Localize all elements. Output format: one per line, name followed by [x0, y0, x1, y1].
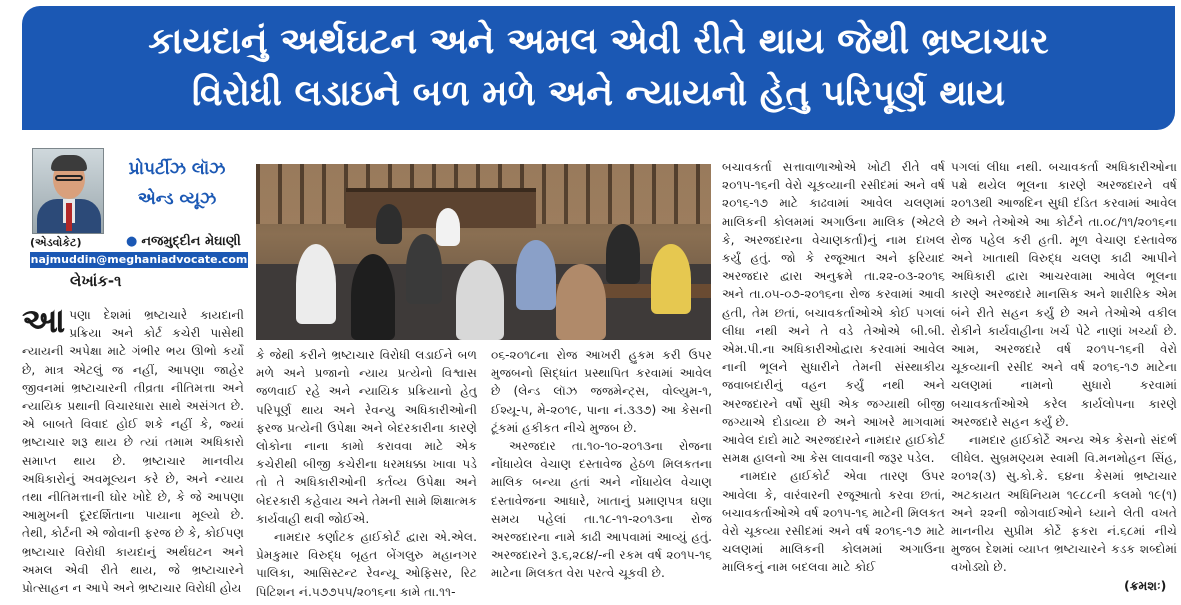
headline-line-1: કાયદાનું અર્થઘટન અને અમલ એવી રીતે થાય જેથી ભ્રષ્ટાચાર [148, 21, 1049, 62]
drop-cap: આ [22, 306, 66, 341]
paragraph: ૦૬-૨૦૧૮ના રોજ આખરી હુકમ કરી ઉપર મુજબનો સિદ્ધાંત પ્રસ્થાપિત કરવામાં આવેલ છે (લેન્ડ લૉઝ જજમેન્ટ્સ, વોલ્યુમ-૧, ઈશ્યૂ-૫, મે-૨૦૧૯, પાના નં.૩૩૭) આ કેસની ટૂંકમાં હકીકત નીચે મુજબ છે. [491, 348, 712, 435]
column-title-line-1: પ્રોપર્ટીઝ લૉઝ [128, 159, 226, 179]
author-email: najmuddin@meghaniadvocate.com [30, 253, 248, 266]
headline-banner [22, 6, 1175, 130]
headline-line-2: વિરોધી લડાઇને બળ મળે અને ન્યાયનો હેતુ પરિપૂર્ણ થાય [191, 73, 1006, 114]
article-column-2 [256, 346, 477, 598]
continued-label: (ક્રમશઃ) [1124, 578, 1167, 593]
article-column-4 [722, 158, 945, 598]
paragraph: પગલાં લીધા નથી. બચાવકર્તા અધિકારીઓના પક્ષે થયેલ ભૂલના કારણે અરજદારને વર્ષ ૨૦૧૩થી આજદિન સુધી દંડિત કરવામાં આવેલ છે અને તેઓએ આ કોર્ટને તા.૦૮/૧૧/૨૦૧૬ના રોજ પહેલ કરી હતી. મૂળ વેચાણ દસ્તાવેજ અને ખાતાથી વિરુદ્ધ ચલણ કાઢી આપીને અધિકારી દ્વારા આચરવામા આવેલ ભૂલના કારણે અરજદારે માનસિક અને શારીરિક એમ બંને રીતે સહન કર્યું છે અને તેઓએ વકીલ રોકીને કાર્યવાહીના ખર્ચ પેટે નાણાં ખર્ચ્યા છે. આમ, અરજદારે વર્ષ ૨૦૧૫-૧૬ની વેરો ચૂકવ્યાની રસીદ અને વર્ષ ૨૦૧૬-૧૭ માટેના ચલણમાં નામનો સુધારો કરવામાં બચાવકર્તાઓએ કરેલ કાર્યલોપના કારણે અરજદારે સહન કર્યું છે. [951, 160, 1177, 429]
bullet-icon: ● [126, 234, 138, 249]
series-label: લેખાંક-૧ [70, 272, 122, 290]
paragraph: નામદાર કર્ણાટક હાઈકોર્ટ દ્વારા એ.એલ. પ્રેમકુમાર વિરુદ્ધ બૃહત બેંગલુરુ મહાનગર પાલિકા, આસિસ્ટન્ટ રેવન્યૂ ઓફિસર, રિટ પિટિશન નં.૫૭૭૫૫/૨૦૧૬ના કામે તા.૧૧- [256, 530, 477, 598]
column-title [112, 154, 242, 214]
author-name-wrap [126, 234, 241, 249]
author-byline [30, 148, 248, 266]
article-column-5 [951, 158, 1177, 600]
paragraph: કે જેથી કરીને ભ્રષ્ટાચાર વિરોધી લડાઈને બળ મળે અને પ્રજાનો ન્યાય પ્રત્યેનો વિશ્વાસ જળવાઈ રહે અને ન્યાયિક પ્રક્રિયાનો હેતુ પરિપૂર્ણ થાય અને રેવન્યુ અધિકારીઓની ફરજ પ્રત્યેની ઉપેક્ષા અને બેદરકારીના કારણે લોકોના નાના કામો કરાવવા માટે એક કચેરીથી બીજી કચેરીના ધરમધક્કા ખાવા પડે તો તે અધિકારીઓની કર્તવ્ય ઉપેક્ષા અને બેદરકારી કહેવાય અને તેમની સામે શિક્ષાત્મક કાર્યવાહી થવી જોઈએ. [256, 348, 477, 526]
column-title-line-2: એન્ડ વ્યૂઝ [137, 189, 217, 209]
paragraph: નામદાર હાઈકોર્ટ એવા તારણ ઉપર આવેલા કે, વારંવારની રજૂઆતો કરવા છતાં, બચાવકર્તાઓએ વર્ષ ૨૦૧૫-૧૬ માટેની મિલકત વેરો ચૂકવ્યા રસીદમાં અને વર્ષ ૨૦૧૬-૧૭ માટે ચલણમાં માલિકની કોલમમાં અગાઉના માલિકનું નામ બદલવા માટે કોઈ [722, 469, 945, 575]
author-photo [32, 148, 104, 234]
paragraph: બચાવકર્તા સત્તાવાળાઓએ ખોટી રીતે વર્ષ ૨૦૧૫-૧૬ની વેરો ચૂકવ્યાની રસીદમાં અને વર્ષ ૨૦૧૬-૧૭ માટે કાઢવામાં આવેલ ચલણમાં માલિકની કોલમમાં અગાઉના માલિક (એટલે કે, અરજદારના વેચાણકર્તા)નું નામ દાખલ કર્યું હતું. જો કે રજૂઆત અને ફરિયાદ અરજદાર દ્વારા અનુક્રમે તા.૨૨-૦૩-૨૦૧૬ અને તા.૦૫-૦૭-૨૦૧૬ના રોજ કરવામાં આવી હતી, તેમ છતાં, બચાવકર્તાઓએ કોઈ પગલાં લીધા નથી અને તે વડે તેઓએ બી.બી. એમ.પી.ના અધિકારીઓદ્વારા કરવામાં આવેલ નાની ભૂલને સુધારીને તેમની સંસ્થાકીય જવાબદારીનું વહન કર્યું નથી અને અરજદારને વર્ષો સુધી એક જગ્યાથી બીજી જગ્યાએ દોડાવ્યા છે અને આખરે માગવામાં આવેલ દાદો માટે અરજદારને નામદાર હાઈકોર્ટ સમક્ષ હાલનો આ કેસ લાવવાની જરૂર પડેલ. [722, 160, 945, 466]
paragraph: નામદાર હાઈકોર્ટે અન્ય એક કેસનો સંદર્ભ લીધેલ. સુબ્રમણ્યમ સ્વામી વિ.મનમોહન સિંહ, ૨૦૧૨(૩) સુ.કો.કે. ૬૪ના કેસમાં ભ્રષ્ટાચાર અટકાયત અધિનિયમ ૧૯૮૮ની કલમો ૧૯(૧) અને ૨૨ની જોગવાઈઓને ધ્યાને લેતી વખતે માનનીય સુપ્રીમ કોર્ટે ફકરા નં.૬૮માં નીચે મુજબ દેશમાં વ્યાપ્ત ભ્રષ્ટાચારને કડક શબ્દોમાં વખોડ્યો છે. [951, 433, 1177, 575]
author-name: નજમુદ્દીન મેઘાણી [141, 234, 241, 249]
article-column-1 [22, 306, 244, 598]
paragraph: અરજદાર તા.૧૦-૧૦-૨૦૧૩ના રોજના નોંધાયેલ વેચાણ દસ્તાવેજ હેઠળ મિલકતના માલિક બન્યા હતાં અને નોંધાયેલ વેચાણ દસ્તાવેજના આધારે, ખાતાનું પ્રમાણપત્ર ઘણા સમય પહેલાં તા.૧૮-૧૧-૨૦૧૩ના રોજ અરજદારના નામે કાઢી આપવામાં આવ્યું હતું. અરજદારને રૂ.૬,૨૮૪/-ની રકમ વર્ષ ૨૦૧૫-૧૬ માટેના મિલકત વેરા પરત્વે ચૂકવી છે. [491, 439, 712, 581]
courtroom-photo [256, 164, 711, 340]
paragraph: આપણા દેશમાં ભ્રષ્ટાચારે કાયદાની પ્રક્રિયા અને કોર્ટ કચેરી પાસેથી ન્યાયની અપેક્ષા માટે ગંભીર ભય ઊભો કર્યો છે, માત્ર એટલું જ નહીં, આપણા જાહેર જીવનમાં ભ્રષ્ટાચારની તીવ્રતા નીતિમત્તા અને ન્યાયિક પ્રથાની વિચારધારા સાથે અસંગત છે. એ બાબતે વિવાદ હોઈ શકે નહીં કે, જ્યાં ભ્રષ્ટાચાર શરૂ થાય છે ત્યાં તમામ અધિકારો સમાપ્ત થાય છે. ભ્રષ્ટાચાર માનવીય અધિકારોનું અવમૂલ્યન કરે છે, અને ન્યાય તથા નીતિમત્તાની ઘોર ખોદે છે, કે જે આપણા આમુખની દૂરદર્શિતાના પાયાના મૂલ્યો છે. તેથી, કોર્ટની એ જોવાની ફરજ છે કે, કોઈપણ ભ્રષ્ટાચાર વિરોધી કાયદાનું અર્થઘટન અને અમલ એવી રીતે થાય, જે ભ્રષ્ટાચારને પ્રોત્સાહન ન આપે અને ભ્રષ્ટાચાર વિરોધી હોય [22, 306, 244, 596]
article-column-3 [491, 346, 712, 598]
author-designation: (એડવોકેટ) [30, 236, 82, 249]
